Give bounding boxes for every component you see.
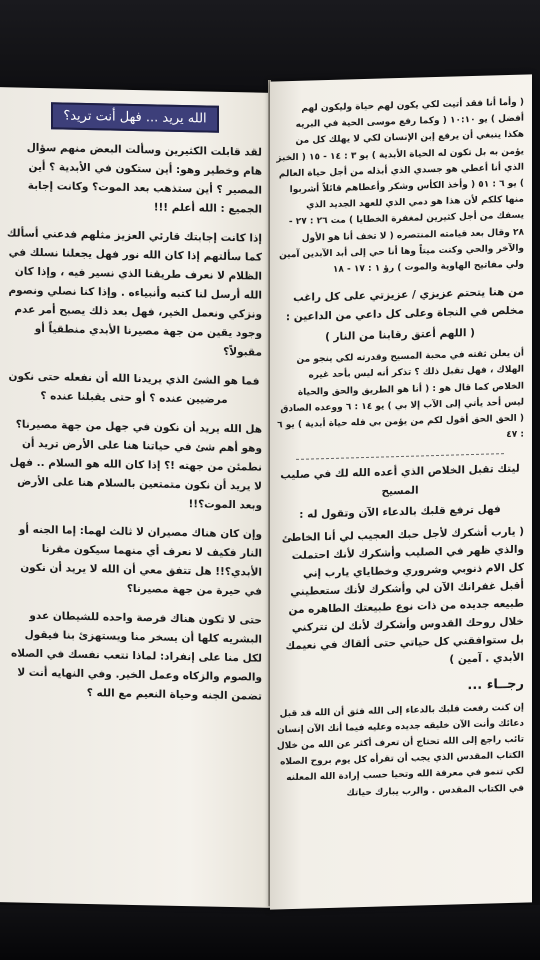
- divider: [296, 454, 504, 461]
- request-text: إن كنت رفعت قلبك بالدعاء إلى الله فثق أن الله قد قبل دعائك وأنت الآن خليقه جديده وعليه فيما أنك الآن إنسان تائب راجع إلى الله تحتاج أن تعرف أكثر عن الله من خلال الكتاب المقدس الذي يجب أن تقرأه كل يوم بروح الصلاه لكي تنمو في معرفة الله وتحيا حسب إرادة الله المعلنه في الكتاب المقدس . والرب يبارك حياتك: [276, 702, 524, 799]
- left-column: [0, 138, 270, 707]
- right-page: [270, 74, 532, 909]
- paragraph-question: لقد قابلت الكثيرين وسألت البعض منهم سؤال هام وخطير وهو: أين ستكون في الأبدية ؟ أين المصير ؟ أين ستذهب بعد الموت؟ وكانت إجابة الجميع : الله أعلم !!!: [26, 141, 262, 216]
- request-title: رجــاء ...: [467, 677, 524, 694]
- paragraph-two-destinies: وإن كان هناك مصيران لا ثالث لهما: إما الجنه أو النار فكيف لا نعرف أي منهما سيكون مقرنا الأبدي؟!! هل تتفق معي أن الله لا يريد أن نكون في حيرة من جهة مصيرنا؟: [18, 523, 262, 598]
- paragraph-satan: حتى لا تكون هناك فرصة واحده للشيطان عدو البشريه كلها أن يسخر منا ويستهزئ بنا فيقول لكل منا على إنفراد: لماذا تتعب نفسك في الصلاه والصوم والزكاه وعمل الخير. وفي النهايه أنت لا تضمن الجنه وحياة النعيم مع الله ؟: [11, 609, 262, 703]
- page-title: الله يريد ... فهل أنت تريد؟: [51, 102, 219, 133]
- paragraph-what-god-wants: فما هو الشئ الذي يريدنا الله أن نفعله حتى نكون مرضيين عنده ؟ أو حتى يقبلنا عنده ؟: [8, 370, 260, 406]
- paragraph-reader: إذا كانت إجابتك قارئي العزيز مثلهم فدعني أسألك كما سألتهم إذا كان الله نور فهل يجعلنا نسلك في الظلام لا نعرف طريقنا الذي نسير فيه ، وإذا كان الله أرسل لنا كتبه وأنبياءه . وإذا كنا نصلي ونصوم ونزكي ونعمل الخير، فهل بعد ذلك يصبح أمر عدم وجود يقين من جهة مصيرنا الأبدي منطقياً أو مقبولاً؟: [6, 227, 262, 359]
- accept-title: ليتك تقبل الخلاص الذي أعده الله لك في صليب المسيح: [280, 463, 520, 498]
- prayer-line: ( اللهم أعتق رقابنا من النار ): [325, 327, 475, 344]
- dark-background-bottom: [0, 905, 540, 960]
- verses-block: ( وأما أنا فقد أتيت لكي يكون لهم حياة وليكون لهم أفضل ) يو ١٠:١٠ ( وكما رفع موسى الحية في البريه هكذا ينبغي أن يرفع إبن الإنسان لكي لا يهلك كل من يؤمن به بل تكون له الحياة الأبدية ) يو ٣ : ١٤ - ١٥ ( الخبز الذي أنا أعطي هو جسدي الذي أبذله من أجل حياة العالم ) يو ٦ : ٥١ ( وأخذ الكأس وشكر وأعطاهم قائلاً أشربوا منها كلكم لأن هذا هو دمي الذي للعهد الجديد الذي يسفك من أجل كثيرين لمغفرة الخطايا ) مت ٢٦ : ٢٧ - ٢٨ وقال بعد قيامته المنتصره ( لا تخف أنا هو الأول والآخر والحي وكنت ميتاً وها أنا حي إلى أبد الآبدين آمين ولي مفاتيح الهاوية والموت ) رؤ ١ : ١٧ - ١٨: [276, 97, 524, 275]
- prayer-text: ( يارب أشكرك لأجل حبك العجيب لي أنا الخاطئ والذي ظهر في الصليب وأشكرك لأنك احتملت كل الام ذنوبي وشروري وخطاياي يارب إني أقبل غفرانك الآن لي وأشكرك لأنك ستعطيني طبيعه جديده من ذات نوع طبيعتك الطاهره من خلال روحك القدوس وأشكرك لأنك لن تتركني بل ستوافقني كل حياتي حتى ألقاك في نعيمك الأبدي . آمين ): [281, 526, 524, 667]
- paragraph-ignorance: هل الله يريد أن نكون في جهل من جهة مصيرنا؟ وهو أهم شئ في حياتنا هنا على الأرض تريد أن نطمئن من جهته !؟ إذا كان الله هو السلام .. فهل لا يريد أن نكون متمتعين بالسلام هنا على الأرض وبعد الموت؟!!: [9, 418, 262, 512]
- raise-heart-text: فهل ترفع قلبك بالدعاء الآن وتقول له :: [299, 503, 501, 522]
- left-page: [0, 87, 270, 908]
- sacrifice-text: أن يعلن ثقته في محبة المسيح وقدرته لكي ينجو من الهلاك ، فهل تقبل ذلك ؟ تذكر أنه ليس بأحد غيره الخلاص كما قال هو : ( أنا هو الطريق والحق والحياة ليس أحد يأتي إلى الآب إلا بي ) يو ١٤ : ٦ ووعده الصادق ( الحق الحق أقول لكم من يؤمن بي فله حياة أبدية ) يو ٦ : ٤٧: [277, 348, 524, 441]
- right-column: [270, 74, 532, 803]
- appeal-text: من هنا يتحتم عزيزي / عزيزتي على كل راغب مخلص في النجاة وعلى كل داعي من الداعين :: [285, 285, 524, 324]
